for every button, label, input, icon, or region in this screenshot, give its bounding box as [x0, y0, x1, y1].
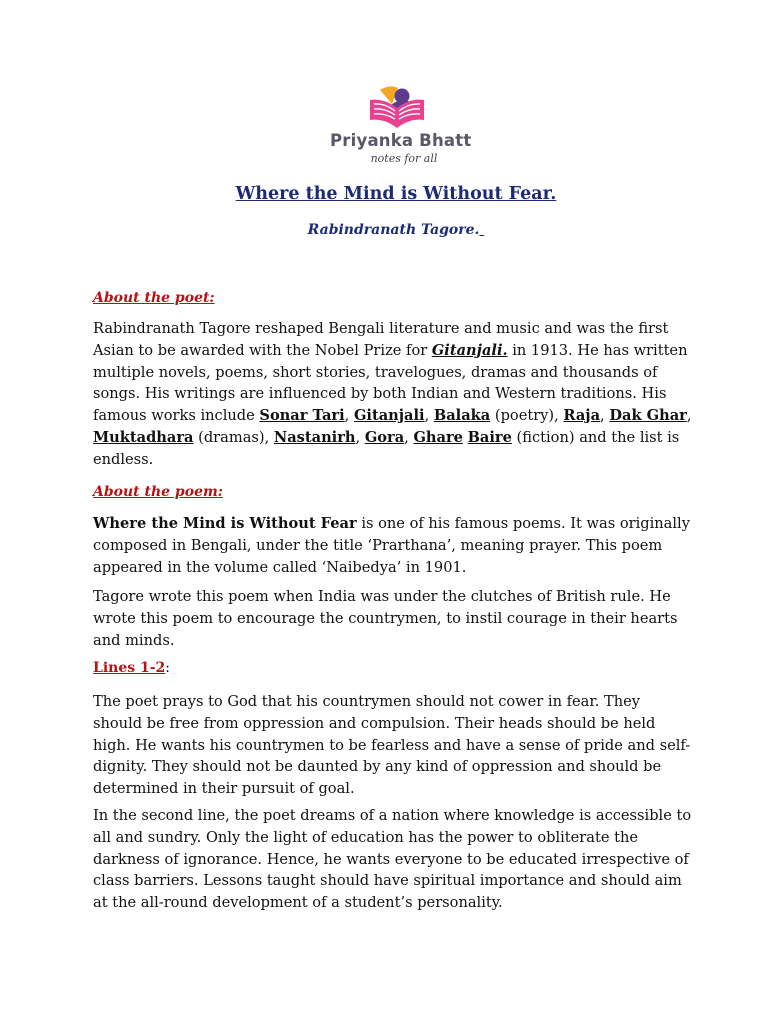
brand-name: Priyanka Bhatt [330, 131, 472, 150]
text-line: Tagore wrote this poem when India was under the clutches of British rule. He [93, 588, 671, 605]
work-gitanjali: Gitanjali [353, 407, 425, 425]
text-line: appeared in the volume called ‘Naibedya’ in 1901. [93, 558, 467, 576]
text-line: The poet prays to God that his countrymen should not cower in fear. They [93, 693, 641, 710]
text-line: all and sundry. Only the light of education has the power to obliterate the [93, 828, 639, 846]
text-line: Asian to be awarded with the Nobel Prize for Gitanjali. in 1913. He has written [93, 341, 688, 359]
text-line: Where the Mind is Without Fear is one of his famous poems. It was originally [93, 515, 690, 532]
work-muktadhara: Muktadhara [93, 428, 194, 446]
text-line: should be free from oppression and compulsion. Their heads should be held [93, 714, 656, 732]
text-line: Muktadhara (dramas), Nastanirh, Gora, Ghare Baire (fiction) and the list is [93, 428, 680, 446]
text-line: composed in Bengali, under the title ‘Prarthana’, meaning prayer. This poem [93, 536, 663, 554]
text-line: songs. His writings are influenced by both Indian and Western traditions. His [93, 385, 667, 403]
work-balaka: Balaka [433, 407, 491, 425]
poem-author [0, 222, 768, 238]
author-name: Rabindranath Tagore. [307, 222, 480, 238]
brand-tagline: notes for all [370, 152, 438, 165]
about-poem-paragraph-1 [93, 513, 713, 578]
lines-1-2-heading: Lines 1-2: [93, 660, 171, 676]
poem-title-bold: Where the Mind is Without Fear [93, 515, 357, 532]
work-dak-ghar: Dak Ghar [609, 407, 687, 425]
text-line: wrote this poem to encourage the countrymen, to instil courage in their hearts [93, 609, 678, 627]
text-line: class barriers. Lessons taught should have spiritual importance and should aim [93, 872, 682, 890]
work-gitanjali-italic: Gitanjali. [431, 341, 508, 359]
text-line: and minds. [93, 631, 175, 649]
work-baire: Baire [467, 428, 512, 446]
text-line: determined in their pursuit of goal. [93, 780, 355, 798]
lines-1-2-paragraph-2 [93, 805, 713, 914]
text-line: high. He wants his countrymen to be fearless and have a sense of pride and self- [93, 736, 691, 754]
about-poem-paragraph-2 [93, 586, 713, 651]
about-poet-heading: About the poet: [93, 290, 215, 306]
text-line: at the all-round development of a student’s personality. [93, 894, 503, 912]
text-line: famous works include Sonar Tari, Gitanjali, Balaka (poetry), Raja, Dak Ghar, [93, 407, 692, 425]
text-line: In the second line, the poet dreams of a nation where knowledge is accessible to [93, 807, 692, 824]
open-book-reader-icon [366, 84, 428, 132]
text-line: endless. [93, 450, 154, 468]
text-line: multiple novels, poems, short stories, travelogues, dramas and thousands of [93, 363, 658, 381]
work-raja: Raja [563, 407, 601, 425]
brand-logo [324, 84, 474, 174]
text-line: darkness of ignorance. Hence, he wants everyone to be educated irrespective of [93, 850, 689, 868]
page-title: Where the Mind is Without Fear. [235, 184, 557, 204]
about-poem-heading: About the poem: [93, 484, 223, 500]
text-line: dignity. They should not be daunted by any kind of oppression and should be [93, 758, 662, 776]
work-sonar-tari: Sonar Tari [259, 407, 345, 425]
work-gora: Gora [364, 428, 405, 446]
work-ghare: Ghare [413, 428, 463, 446]
text-line: Rabindranath Tagore reshaped Bengali literature and music and was the first [93, 320, 669, 337]
work-nastanirh: Nastanirh [273, 428, 356, 446]
about-poet-paragraph [93, 318, 713, 471]
lines-1-2-paragraph-1 [93, 691, 713, 800]
lines-1-2-label: Lines 1-2 [93, 660, 166, 676]
